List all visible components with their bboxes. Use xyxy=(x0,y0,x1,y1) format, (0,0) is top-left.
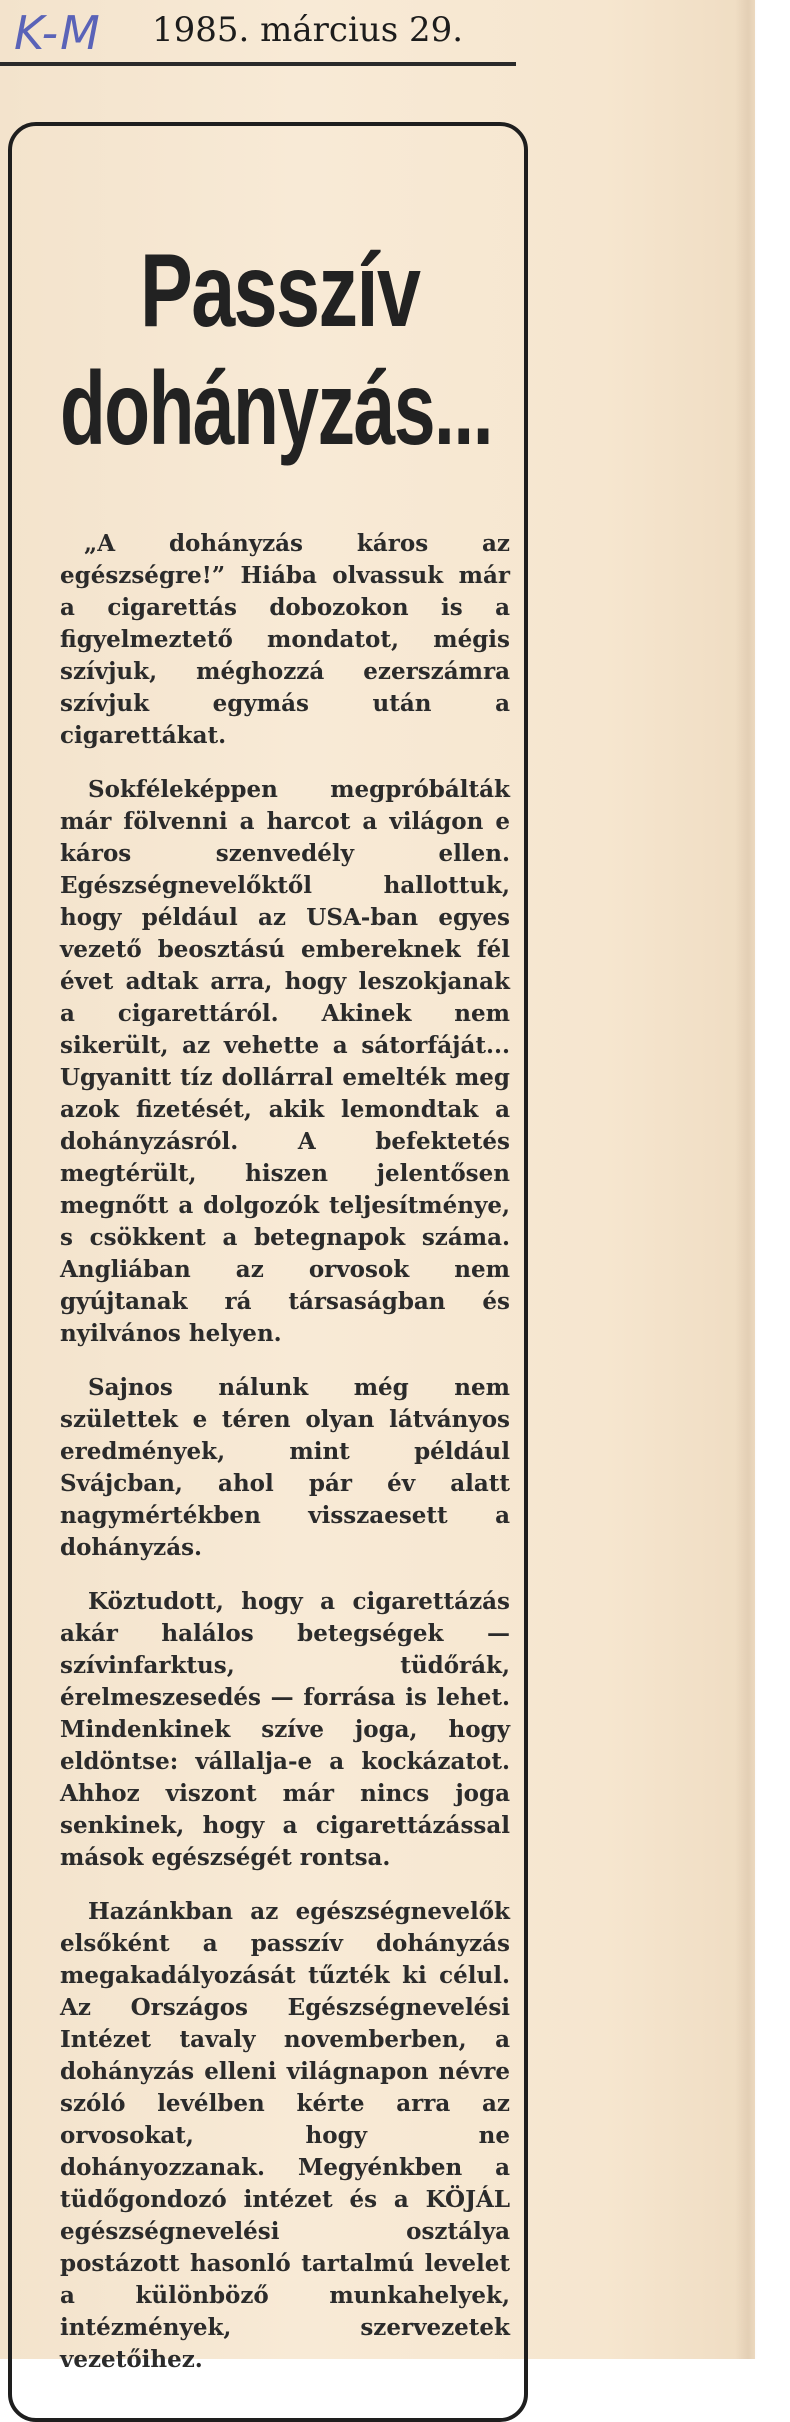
article-paragraph-1: „A dohányzás káros az egészségre!” Hiába olvassuk már a cigarettás dobozokon is a figyelmeztető mondatot, mégis szívjuk, méghozzá ezerszámra szívjuk egymás után a cigarettákat. xyxy=(60,530,510,749)
publication-date: 1985. március 29. xyxy=(152,10,464,50)
headline-line-1: Passzív xyxy=(140,233,420,349)
article-paragraph-2: Sokféleképpen megpróbálták már fölvenni a harcot a világon e káros szenvedély ellen. Egészségnevelőktől hallottuk, hogy például az USA-ban egyes vezető beosztású embereknek fél évet adtak arra, hogy leszokjanak a cigarettáról. Akinek nem sikerült, az vehette a sátorfáját... Ugyanitt tíz dollárral emelték meg azok fizetését, akik lemondtak a dohányzásról. A befektetés megtérült, hiszen jelentősen megnőtt a dolgozók teljesítménye, s csökkent a betegnapok száma. Angliában az orvosok nem gyújtanak rá társaságban és nyilvános helyen. xyxy=(60,776,510,1347)
headline-line-2: dohányzás... xyxy=(60,351,493,467)
handwritten-mark: K-M xyxy=(14,6,102,60)
clipping-torn-edge xyxy=(735,0,757,2359)
article-body xyxy=(60,528,510,2398)
article-headline xyxy=(52,232,512,468)
article-paragraph-5: Hazánkban az egészségnevelők elsőként a passzív dohányzás megakadályozását tűzték ki célul. Az Országos Egészségnevelési Intézet tavaly novemberben, a dohányzás elleni világnapon névre szóló levélben kérte arra az orvosokat, hogy ne dohányozzanak. Megyénkben a tüdőgondozó intézet és a KÖJÁL egészségnevelési osztálya postázott hasonló tartalmú levelet a különböző munkahelyek, intézmények, szervezetek vezetőihez. xyxy=(60,1898,510,2373)
header-rule xyxy=(0,62,516,66)
article-paragraph-3: Sajnos nálunk még nem születtek e téren olyan látványos eredmények, mint például Svájcban, ahol pár év alatt nagymértékben visszaesett a dohányzás. xyxy=(60,1374,510,1561)
article-paragraph-4: Köztudott, hogy a cigarettázás akár halálos betegségek — szívinfarktus, tüdőrák, érelmeszesedés — forrása is lehet. Mindenkinek szíve joga, hogy eldöntse: vállalja-e a kockázatot. Ahhoz viszont már nincs joga senkinek, hogy a cigarettázással mások egészségét rontsa. xyxy=(60,1588,510,1871)
